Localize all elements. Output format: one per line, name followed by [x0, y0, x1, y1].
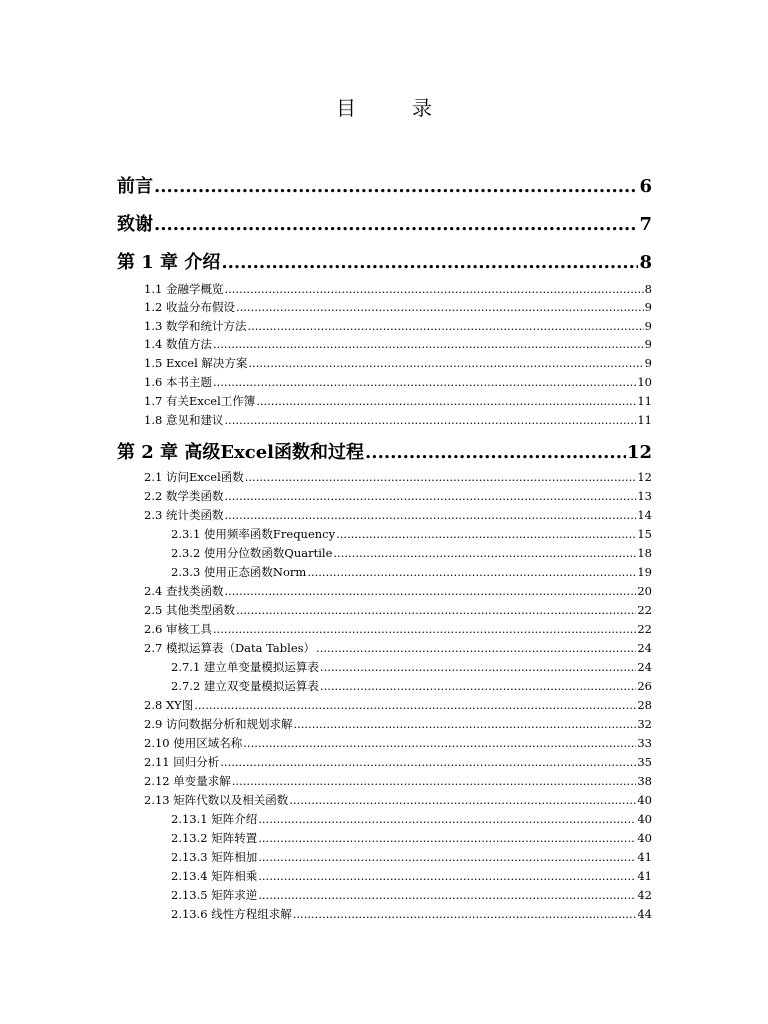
toc-entry-label: 1.4 数值方法	[144, 337, 212, 351]
toc-entry-page-number: 10	[637, 375, 652, 389]
toc-entry-label: 1.6 本书主题	[144, 375, 212, 389]
dot-leader	[336, 527, 636, 541]
toc-entry[interactable]	[171, 868, 652, 884]
toc-entry-label: 2.10 使用区域名称	[144, 736, 243, 750]
toc-entry-page-number: 42	[637, 888, 652, 902]
toc-entry-label: 2.3.3 使用正态函数Norm	[171, 565, 307, 579]
toc-entry[interactable]	[171, 811, 652, 827]
toc-entry[interactable]	[144, 281, 652, 297]
toc-entry[interactable]	[144, 469, 652, 485]
dot-leader	[245, 470, 637, 484]
toc-entry-label: 2.13.2 矩阵转置	[171, 831, 258, 845]
toc-entry-label: 2.7.2 建立双变量模拟运算表	[171, 679, 319, 693]
dot-leader	[258, 812, 636, 826]
toc-entry-label: 2.13.4 矩阵相乘	[171, 869, 258, 883]
toc-entry-page-number: 8	[639, 252, 652, 272]
toc-entry-page-number: 24	[637, 641, 652, 655]
toc-entry[interactable]	[117, 438, 652, 462]
toc-entry[interactable]	[171, 526, 652, 542]
toc-entry-page-number: 33	[637, 736, 652, 750]
toc-entry-page-number: 14	[637, 508, 652, 522]
toc-entry[interactable]	[144, 754, 652, 770]
toc-entry-label: 前言	[117, 176, 153, 196]
toc-entry-label: 2.2 数学类函数	[144, 489, 224, 503]
toc-entry-page-number: 19	[637, 565, 652, 579]
toc-entry[interactable]	[144, 355, 652, 371]
toc-entry-label: 2.1 访问Excel函数	[144, 470, 244, 484]
toc-entry-label: 2.13.6 线性方程组求解	[171, 907, 292, 921]
toc-entry-label: 2.11 回归分析	[144, 755, 220, 769]
toc-entry-label: 1.5 Excel 解决方案	[144, 356, 248, 370]
toc-entry-label: 2.7.1 建立单变量模拟运算表	[171, 660, 319, 674]
dot-leader	[293, 717, 636, 731]
toc-entry-label: 1.7 有关Excel工作簿	[144, 394, 256, 408]
dot-leader	[236, 603, 636, 617]
toc-entry[interactable]	[117, 210, 652, 234]
toc-entry-page-number: 40	[637, 831, 652, 845]
toc-entry-page-number: 18	[637, 546, 652, 560]
toc-entry-page-number: 44	[637, 907, 652, 921]
toc-entry[interactable]	[144, 640, 652, 656]
toc-entry[interactable]	[144, 507, 652, 523]
toc-entry[interactable]	[144, 299, 652, 315]
toc-entry-page-number: 24	[637, 660, 652, 674]
dot-leader	[258, 831, 636, 845]
dot-leader	[220, 755, 636, 769]
toc-entry-label: 2.7 模拟运算表（Data Tables）	[144, 641, 316, 655]
toc-entry-page-number: 26	[637, 679, 652, 693]
toc-entry[interactable]	[144, 602, 652, 618]
toc-entry[interactable]	[144, 773, 652, 789]
dot-leader	[213, 337, 644, 351]
toc-entry[interactable]	[171, 830, 652, 846]
toc-entry-label: 第 2 章 高级Excel函数和过程	[117, 442, 365, 462]
toc-entry-label: 2.13 矩阵代数以及相关函数	[144, 793, 289, 807]
toc-entry[interactable]	[171, 545, 652, 561]
toc-entry-page-number: 20	[637, 584, 652, 598]
dot-leader	[224, 489, 636, 503]
dot-leader	[232, 774, 637, 788]
toc-entry[interactable]	[171, 906, 652, 922]
toc-entry[interactable]	[144, 621, 652, 637]
dot-leader	[154, 176, 638, 196]
toc-entry-page-number: 9	[644, 319, 652, 333]
toc-entry-label: 1.1 金融学概览	[144, 282, 224, 296]
toc-entry-page-number: 9	[644, 300, 652, 314]
toc-entry-label: 第 1 章 介绍	[117, 252, 221, 272]
toc-entry[interactable]	[144, 716, 652, 732]
toc-entry-label: 2.6 审核工具	[144, 622, 212, 636]
toc-entry[interactable]	[144, 318, 652, 334]
toc-entry-label: 2.9 访问数据分析和规划求解	[144, 717, 293, 731]
toc-entry[interactable]	[171, 887, 652, 903]
dot-leader	[243, 736, 636, 750]
toc-entry[interactable]	[171, 659, 652, 675]
page-title: 目 录	[336, 96, 450, 120]
toc-entry-page-number: 40	[637, 812, 652, 826]
toc-entry-page-number: 32	[637, 717, 652, 731]
dot-leader	[258, 888, 636, 902]
dot-leader	[224, 584, 636, 598]
toc-entry-page-number: 28	[637, 698, 652, 712]
toc-entry-label: 2.13.3 矩阵相加	[171, 850, 258, 864]
toc-entry[interactable]	[117, 248, 652, 272]
toc-entry-page-number: 40	[637, 793, 652, 807]
toc-entry-page-number: 35	[637, 755, 652, 769]
dot-leader	[293, 907, 637, 921]
toc-entry-page-number: 9	[644, 337, 652, 351]
toc-entry[interactable]	[171, 678, 652, 694]
toc-entry[interactable]	[144, 412, 652, 428]
dot-leader	[307, 565, 636, 579]
dot-leader	[224, 508, 636, 522]
toc-entry[interactable]	[144, 374, 652, 390]
dot-leader	[224, 413, 636, 427]
toc-entry-page-number: 13	[637, 489, 652, 503]
toc-entry-page-number: 38	[637, 774, 652, 788]
toc-entry-label: 2.13.5 矩阵求逆	[171, 888, 258, 902]
toc-entry-label: 2.8 XY图	[144, 698, 194, 712]
toc-entry-page-number: 11	[637, 413, 652, 427]
toc-entry-label: 2.3 统计类函数	[144, 508, 224, 522]
toc-entry-page-number: 7	[639, 214, 652, 234]
toc-entry-page-number: 12	[626, 442, 652, 462]
toc-entry-page-number: 6	[639, 176, 652, 196]
dot-leader	[224, 282, 643, 296]
toc-entry-label: 1.3 数学和统计方法	[144, 319, 247, 333]
toc-entry-label: 2.3.2 使用分位数函数Quartile	[171, 546, 333, 560]
dot-leader	[213, 622, 636, 636]
dot-leader	[289, 793, 636, 807]
toc-entry[interactable]	[144, 697, 652, 713]
toc-entry-page-number: 41	[637, 869, 652, 883]
toc-entry[interactable]	[144, 488, 652, 504]
dot-leader	[154, 214, 638, 234]
dot-leader	[320, 679, 636, 693]
toc-entry[interactable]	[144, 792, 652, 808]
dot-leader	[248, 356, 643, 370]
dot-leader	[247, 319, 643, 333]
toc-entry-label: 2.12 单变量求解	[144, 774, 231, 788]
dot-leader	[316, 641, 636, 655]
toc-entry[interactable]	[144, 735, 652, 751]
toc-entry-label: 2.3.1 使用频率函数Frequency	[171, 527, 336, 541]
dot-leader	[236, 300, 644, 314]
dot-leader	[365, 442, 626, 462]
toc-entry-label: 2.5 其他类型函数	[144, 603, 235, 617]
toc-entry[interactable]	[144, 393, 652, 409]
toc-entry-page-number: 9	[644, 356, 652, 370]
toc-entry-label: 致谢	[117, 214, 153, 234]
dot-leader	[221, 252, 638, 272]
toc-entry-page-number: 22	[637, 603, 652, 617]
toc-entry[interactable]	[117, 172, 652, 196]
dot-leader	[258, 869, 636, 883]
dot-leader	[213, 375, 636, 389]
toc-entry-page-number: 12	[637, 470, 652, 484]
toc-entry-page-number: 41	[637, 850, 652, 864]
dot-leader	[320, 660, 636, 674]
dot-leader	[333, 546, 636, 560]
toc-entry[interactable]	[144, 336, 652, 352]
toc-entry-page-number: 15	[637, 527, 652, 541]
toc-entry-label: 2.13.1 矩阵介绍	[171, 812, 258, 826]
toc-entry-label: 2.4 查找类函数	[144, 584, 224, 598]
toc-entry-page-number: 22	[637, 622, 652, 636]
toc-entry[interactable]	[144, 583, 652, 599]
dot-leader	[256, 394, 636, 408]
toc-entry-label: 1.2 收益分布假设	[144, 300, 235, 314]
dot-leader	[258, 850, 636, 864]
dot-leader	[194, 698, 636, 712]
toc-entry-page-number: 11	[637, 394, 652, 408]
toc-entry-label: 1.8 意见和建议	[144, 413, 224, 427]
toc-entry[interactable]	[171, 564, 652, 580]
toc-entry[interactable]	[171, 849, 652, 865]
toc-entry-page-number: 8	[644, 282, 652, 296]
